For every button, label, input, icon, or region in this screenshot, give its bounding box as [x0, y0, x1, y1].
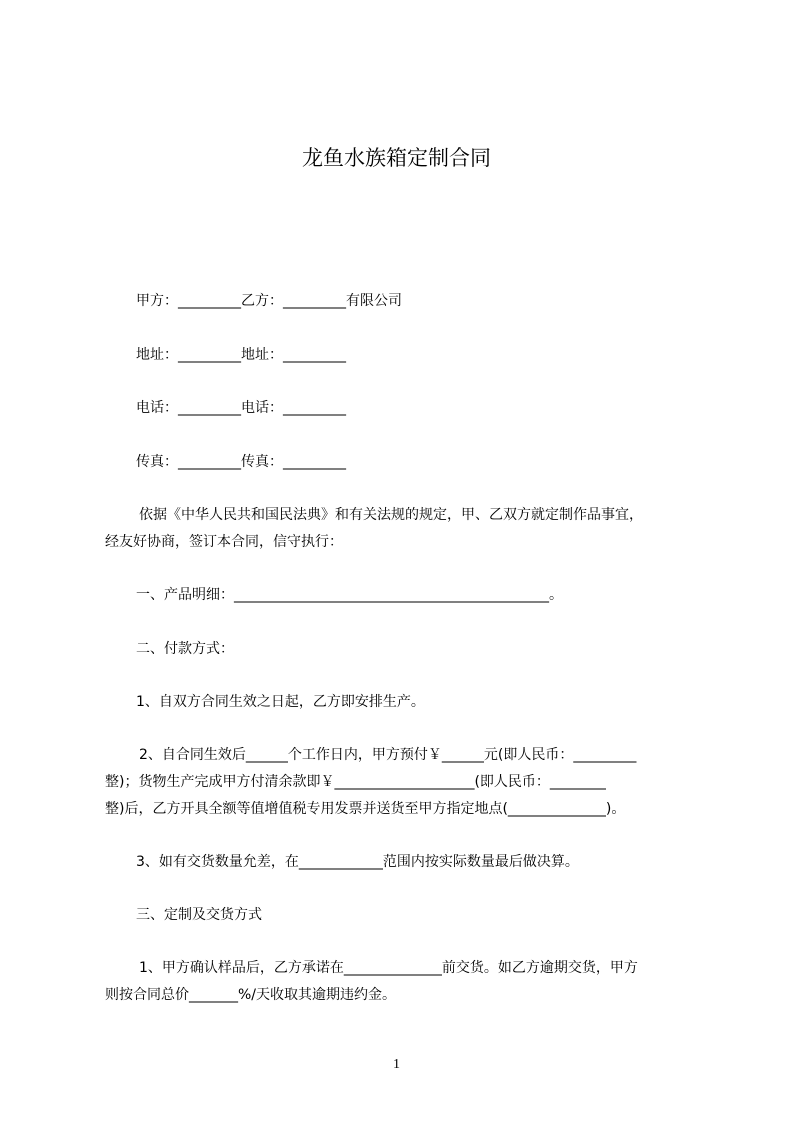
- section-2-item-2-line-3: 整)后，乙方开具全额等值增值税专用发票并送货至甲方指定地点(______________)。: [105, 801, 626, 817]
- section-3-item-1-line-2: 则按合同总价_______%/天收取其逾期违约金。: [105, 987, 397, 1003]
- page-number: 1: [393, 1057, 400, 1072]
- section-2-item-3: 3、如有交货数量允差，在____________范围内按实际数量最后做决算。: [136, 854, 579, 870]
- intro-line-2: 经友好协商，签订本合同，信守执行：: [105, 534, 343, 550]
- party-name-line: 甲方：_________乙方：_________有限公司: [136, 293, 402, 309]
- party-fax-line: 传真：_________传真：_________: [136, 454, 346, 470]
- document-title: 龙鱼水族箱定制合同: [302, 146, 491, 170]
- section-3-heading: 三、定制及交货方式: [136, 907, 262, 923]
- section-2-item-1: 1、自双方合同生效之日起，乙方即安排生产。: [136, 694, 425, 710]
- intro-line-1: 依据《中华人民共和国民法典》和有关法规的规定，甲、乙双方就定制作品事宜，: [139, 507, 643, 523]
- party-phone-line: 电话：_________电话：_________: [136, 400, 346, 416]
- section-2-heading: 二、付款方式：: [136, 641, 234, 657]
- section-2-item-2-line-1: 2、自合同生效后______个工作日内，甲方预付￥______元(即人民币：_________: [139, 747, 637, 763]
- section-2-item-2-line-2: 整)；货物生产完成甲方付清余款即￥____________________(即人民币：________: [105, 774, 606, 790]
- party-address-line: 地址：_________地址：_________: [136, 347, 346, 363]
- section-1-product-details: 一、产品明细：_____________________________________________。: [136, 587, 563, 603]
- section-3-item-1-line-1: 1、甲方确认样品后，乙方承诺在______________前交货。如乙方逾期交货，甲方: [139, 960, 638, 976]
